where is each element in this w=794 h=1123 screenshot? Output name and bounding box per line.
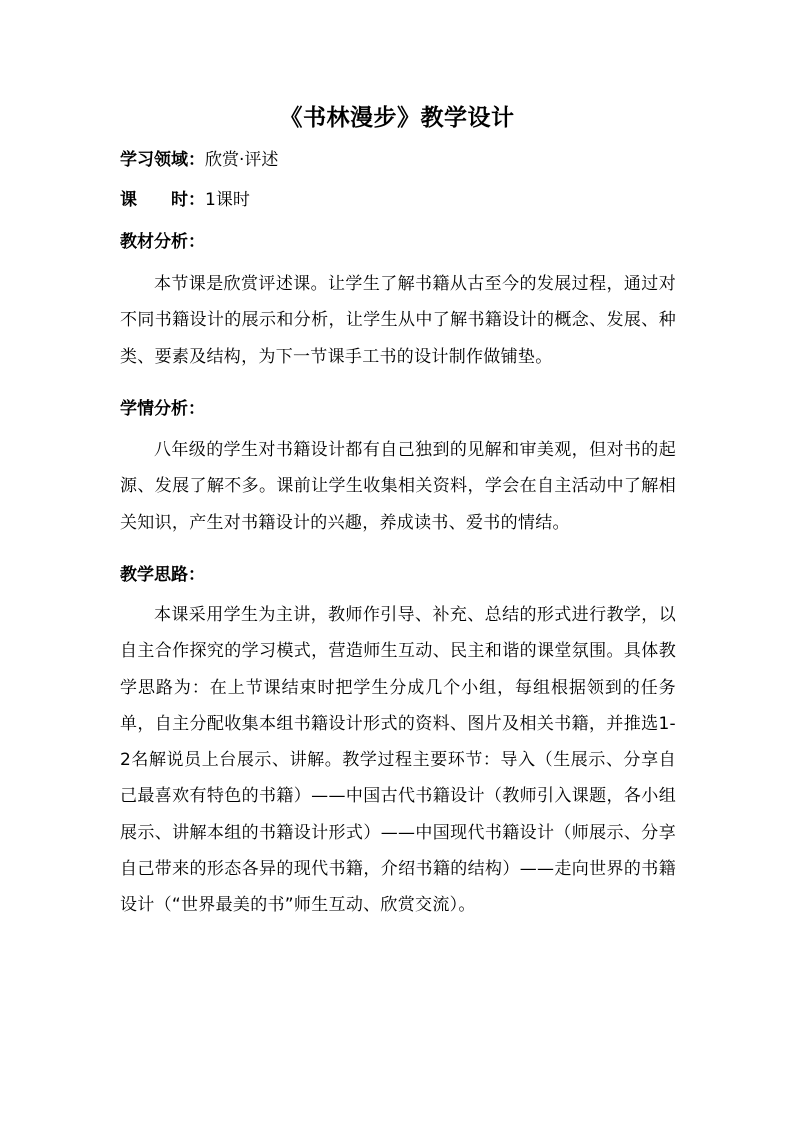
section-paragraph-approach: 本课采用学生为主讲，教师作引导、补充、总结的形式进行教学，以自主合作探究的学习模式，营造师生互动、民主和谐的课堂氛围。具体教学思路为：在上节课结束时把学生分成几个小组，每组根据领到的任务单，自主分配收集本组书籍设计形式的资料、图片及相关书籍，并推选1-2名解说员上台展示、讲解。教学过程主要环节：导入（生展示、分享自己最喜欢有特色的书籍）——中国古代书籍设计（教师引入课题，各小组展示、讲解本组的书籍设计形式）——中国现代书籍设计（师展示、分享自己带来的形态各异的现代书籍，介绍书籍的结构）——走向世界的书籍设计（“世界最美的书”师生互动、欣赏交流）。 — [120, 605, 676, 916]
section-paragraph-materials: 本节课是欣赏评述课。让学生了解书籍从古至今的发展过程，通过对不同书籍设计的展示和分析，让学生从中了解书籍设计的概念、发展、种类、要素及结构，为下一节课手工书的设计制作做铺垫。 — [120, 274, 676, 367]
class-hours-label-b: 时： — [171, 190, 205, 210]
section-heading-materials: 教材分析： — [120, 232, 205, 252]
class-hours-line — [120, 188, 250, 212]
document-title: 《书林漫步》教学设计 — [279, 105, 515, 131]
section-paragraph-students: 八年级的学生对书籍设计都有自己独到的见解和审美观，但对书的起源、发展了解不多。课前让学生收集相关资料，学会在自主活动中了解相关知识，产生对书籍设计的兴趣，养成读书、爱书的情结。 — [120, 440, 676, 533]
learning-field-value: 欣赏·评述 — [205, 150, 279, 170]
section-heading-students: 学情分析： — [120, 399, 205, 419]
section-heading-approach: 教学思路： — [120, 565, 205, 585]
learning-field-line — [120, 148, 278, 172]
class-hours-label-a: 课 — [120, 190, 137, 210]
learning-field-label: 学习领域： — [120, 150, 205, 170]
class-hours-value: 1课时 — [205, 190, 250, 210]
